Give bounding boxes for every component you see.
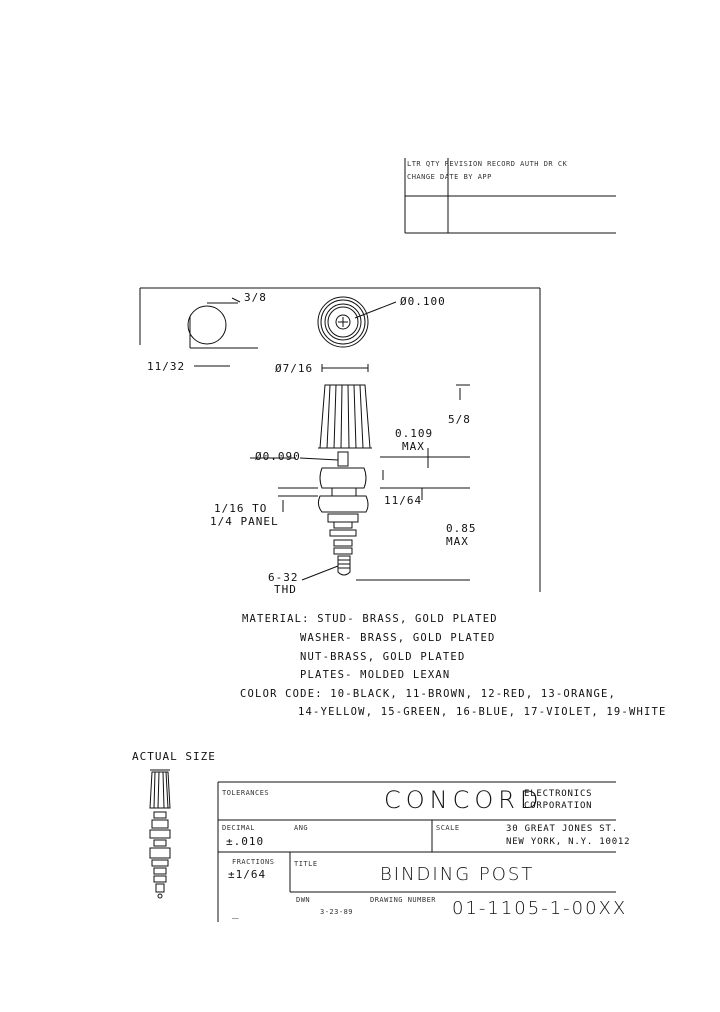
decimal-value: ±.010 — [226, 835, 265, 848]
head-side-view — [188, 298, 258, 366]
note-color-code-cont: 14-YELLOW, 15-GREEN, 16-BLUE, 17-VIOLET, 19-WHITE — [298, 706, 667, 718]
dim-collar-diameter: Ø0.090 — [255, 450, 301, 463]
dim-thread: 6-32 — [268, 571, 299, 584]
dim-total-length: 0.85 — [446, 522, 477, 535]
dim-head-side: 11/32 — [147, 360, 186, 373]
revision-header-row-2: CHANGE DATE BY APP — [407, 173, 492, 181]
dim-total-max: MAX — [446, 535, 469, 548]
note-nut: NUT-BRASS, GOLD PLATED — [300, 651, 466, 663]
address-line-2: NEW YORK, N.Y. 10012 — [506, 837, 631, 847]
note-washer: WASHER- BRASS, GOLD PLATED — [300, 632, 496, 644]
note-color-code: COLOR CODE: 10-BLACK, 11-BROWN, 12-RED, 13-ORANGE, — [240, 688, 617, 700]
dim-panel-line-1: 1/16 TO — [214, 502, 268, 515]
revision-block-frame — [405, 158, 616, 233]
tolerances-label: TOLERANCES — [222, 789, 270, 797]
corner-mark: _ — [232, 906, 240, 919]
dim-panel-line-2: 1/4 PANEL — [210, 515, 279, 528]
dim-head-diameter: 3/8 — [244, 291, 267, 304]
revision-header-row-1: LTR QTY REVISION RECORD AUTH DR CK — [407, 160, 568, 168]
actual-size-drawing — [150, 770, 170, 898]
address-line-1: 30 GREAT JONES ST. — [506, 824, 618, 834]
note-material: MATERIAL: STUD- BRASS, GOLD PLATED — [242, 613, 498, 625]
dimension-lines — [250, 385, 470, 580]
company-sub-2: CORPORATION — [524, 801, 593, 811]
dim-body-diameter: Ø7/16 — [275, 362, 314, 375]
actual-size-label: ACTUAL SIZE — [132, 750, 216, 763]
company-sub-1: ELECTRONICS — [524, 789, 593, 799]
company-name: CONCORD — [384, 786, 544, 814]
note-plates: PLATES- MOLDED LEXAN — [300, 669, 451, 681]
binding-post-elevation — [300, 364, 372, 580]
drawing-number: 01-1105-1-00XX — [452, 898, 628, 919]
fractions-value: ±1/64 — [228, 868, 267, 881]
dim-thread-label: THD — [274, 583, 297, 596]
drawing-number-label: DRAWING NUMBER — [370, 896, 437, 904]
title-label: TITLE — [294, 860, 318, 868]
drawn-label: DWN — [296, 896, 311, 904]
dim-hole-diameter: Ø0.100 — [400, 295, 446, 308]
dim-max-1: MAX — [402, 440, 425, 453]
drawing-title: BINDING POST — [380, 864, 535, 885]
decimal-label: DECIMAL — [222, 824, 256, 832]
dim-gap: 11/64 — [384, 494, 423, 507]
dim-thickness: 0.109 — [395, 427, 434, 440]
scale-label: SCALE — [436, 824, 460, 832]
date-value: 3-23-89 — [320, 908, 354, 916]
top-view — [318, 297, 396, 347]
angular-label: ANG — [294, 824, 309, 832]
fractions-label: FRACTIONS — [232, 858, 275, 866]
dim-body-length: 5/8 — [448, 413, 471, 426]
